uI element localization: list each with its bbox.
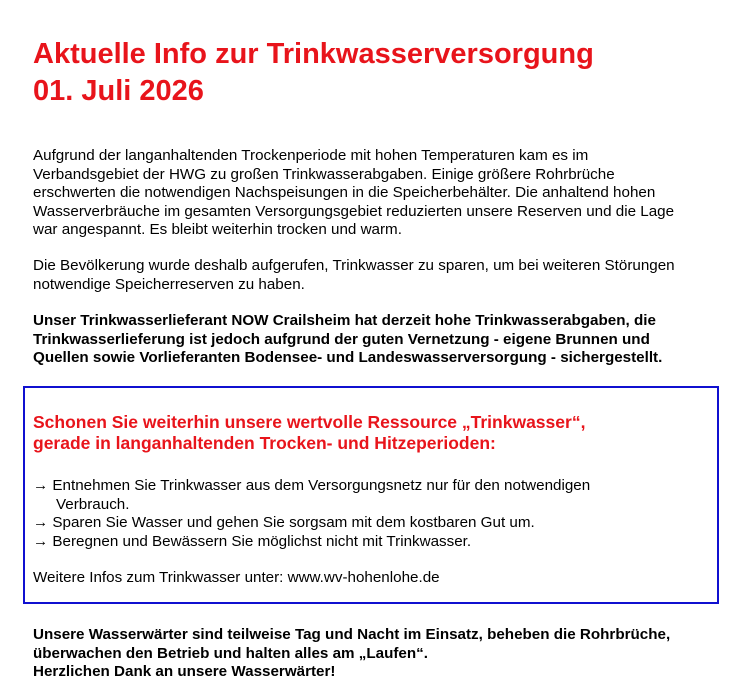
text-line: notwendige Speicherreserven zu haben.: [33, 275, 305, 293]
tip-text: → Sparen Sie Wasser und gehen Sie sorgsam mit dem kostbaren Gut um.: [33, 514, 535, 531]
text-line: überwachen den Betrieb und halten alles am „Laufen“.: [33, 644, 428, 662]
tip-item: [33, 533, 590, 552]
text-line: war angespannt. Es bleibt weiterhin trocken und warm.: [33, 221, 402, 238]
page-title: [33, 36, 723, 110]
tip-text: → Entnehmen Sie Trinkwasser aus dem Versorgungsnetz nur für den notwendigen: [33, 477, 591, 494]
text-line: Unser Trinkwasserlieferant NOW Crailsheim hat derzeit hohe Trinkwasserabgaben, die: [33, 312, 656, 329]
more-info-link-text: Weitere Infos zum Trinkwasser unter: www.wv-hohenlohe.de: [33, 569, 440, 586]
tip-text: → Beregnen und Bewässern Sie möglichst nicht mit Trinkwasser.: [33, 532, 472, 550]
tip-item: [33, 477, 590, 514]
tips-list: [33, 477, 590, 551]
text-line: Aufgrund der langanhaltenden Trockenperiode mit hohen Temperaturen kam es im: [33, 147, 589, 164]
title-line-1: Aktuelle Info zur Trinkwasserversorgung: [33, 38, 594, 70]
text-line: Verbandsgebiet der HWG zu großen Trinkwasserabgaben. Einige größere Rohrbrüche: [33, 165, 615, 183]
paragraph-drought-situation: [33, 147, 723, 240]
water-saving-infobox: [23, 386, 719, 604]
text-line: erschwerten die notwendigen Nachspeisungen in die Speicherbehälter. Die anhaltend hohen: [33, 184, 656, 201]
infobox-heading-line-1: Schonen Sie weiterhin unsere wertvolle Ressource „Trinkwasser“,: [33, 412, 586, 432]
title-date: 01. Juli 2026: [33, 75, 204, 107]
text-line: Wasserverbräuche im gesamten Versorgungsgebiet reduzierten unsere Reserven und die Lage: [33, 202, 675, 220]
text-line: Unsere Wasserwärter sind teilweise Tag und Nacht im Einsatz, beheben die Rohrbrüche,: [33, 626, 671, 643]
paragraph-thanks: [33, 626, 723, 682]
tip-item: [33, 514, 590, 533]
paragraph-appeal: [33, 257, 723, 294]
infobox-heading-line-2: gerade in langanhaltenden Trocken- und Hitzeperioden:: [33, 433, 496, 453]
text-line: Die Bevölkerung wurde deshalb aufgerufen, Trinkwasser zu sparen, um bei weiteren Störungen: [33, 257, 675, 274]
text-line: Trinkwasserlieferung ist jedoch aufgrund der guten Vernetzung - eigene Brunnen und: [33, 330, 650, 348]
text-line: Herzlichen Dank an unsere Wasserwärter!: [33, 663, 336, 680]
text-line: Quellen sowie Vorlieferanten Bodensee- und Landeswasserversorgung - sichergestellt.: [33, 349, 663, 366]
paragraph-supplier: [33, 312, 723, 368]
infobox-heading: [33, 412, 585, 454]
tip-text-continuation: Verbrauch.: [56, 495, 130, 513]
